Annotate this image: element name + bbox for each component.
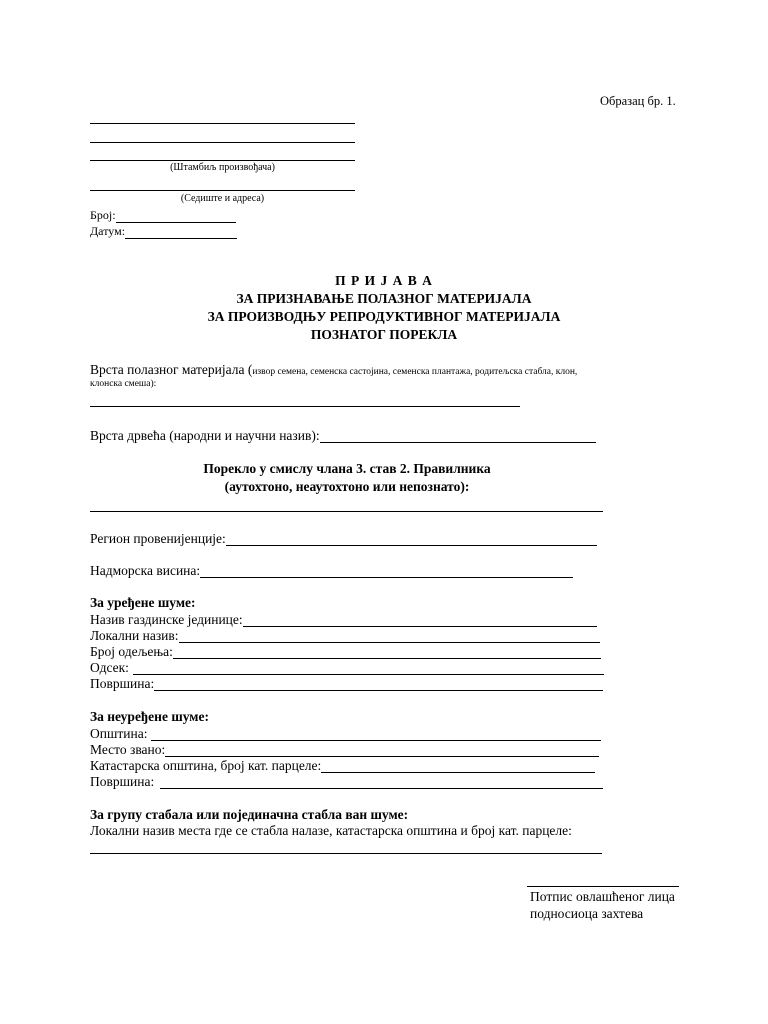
tree-species-field[interactable] — [320, 430, 596, 443]
material-hint-2: клонска смеша): — [90, 379, 157, 389]
origin-line-1: Порекло у смислу члана 3. став 2. Правилника — [203, 461, 491, 476]
material-field[interactable] — [90, 406, 520, 407]
unmanaged-field-label: Општина: — [90, 726, 148, 741]
altitude-label: Надморска висина: — [90, 563, 201, 578]
address-line[interactable] — [90, 190, 355, 191]
unmanaged-cadastre-field[interactable] — [321, 760, 595, 773]
origin-line-2: (аутохтоно, неаутохтоно или непознато): — [224, 479, 470, 494]
unmanaged-area-field[interactable] — [160, 776, 603, 789]
tree-species-label: Врста дрвећа (народни и научни назив): — [90, 428, 320, 443]
managed-unit-field[interactable] — [243, 614, 597, 627]
title-line-1: П Р И Ј А В А — [335, 273, 433, 288]
number-row — [90, 208, 236, 223]
date-label: Датум: — [90, 224, 126, 238]
managed-field-row — [90, 660, 604, 675]
tree-species-row — [90, 428, 596, 443]
address-caption: (Седиште и адреса) — [180, 193, 265, 204]
managed-area-field[interactable] — [154, 678, 603, 691]
number-field[interactable] — [116, 210, 236, 223]
date-row — [90, 224, 237, 239]
signature-line[interactable] — [527, 886, 679, 887]
title-line-3: ЗА ПРОИЗВОДЊУ РЕПРОДУКТИВНОГ МАТЕРИЈАЛА — [207, 309, 561, 324]
date-field[interactable] — [125, 226, 237, 239]
signature-caption-2: подносиоца захтева — [530, 906, 644, 921]
signature-caption-1: Потпис овлашћеног лица — [530, 889, 675, 904]
outside-field[interactable] — [90, 853, 602, 854]
outside-text: Локални назив места где се стабла налазе, катастарска општина и број кат. парцеле: — [90, 823, 572, 838]
stamp-line-1[interactable] — [90, 123, 355, 124]
unmanaged-field-row — [90, 742, 599, 757]
region-field[interactable] — [226, 533, 597, 546]
managed-section-field[interactable] — [133, 662, 604, 675]
stamp-caption: (Штамбиљ произвођача) — [170, 162, 275, 173]
unmanaged-field-label: Катастарска општина, број кат. парцеле: — [90, 758, 322, 773]
managed-field-label: Одсек: — [90, 660, 129, 675]
unmanaged-field-label: Површина: — [90, 774, 155, 789]
material-row — [90, 361, 577, 379]
unmanaged-municipality-field[interactable] — [151, 728, 601, 741]
stamp-line-2[interactable] — [90, 142, 355, 143]
unmanaged-field-row — [90, 726, 601, 741]
altitude-row — [90, 563, 573, 578]
managed-local-name-field[interactable] — [179, 630, 600, 643]
material-label: Врста полазног материјала ( — [90, 362, 253, 377]
outside-heading: За групу стабала или појединачна стабла ван шуме: — [90, 807, 409, 822]
altitude-field[interactable] — [200, 565, 573, 578]
number-label: Број: — [90, 208, 116, 222]
managed-field-row — [90, 628, 600, 643]
managed-field-row — [90, 612, 597, 627]
managed-field-row — [90, 676, 603, 691]
region-row — [90, 531, 597, 546]
unmanaged-field-row — [90, 774, 603, 789]
material-hint-1: извор семена, семенска састојина, семенска плантажа, родитељска стабла, клон, — [252, 367, 578, 377]
unmanaged-field-row — [90, 758, 595, 773]
unmanaged-place-field[interactable] — [165, 744, 599, 757]
managed-field-label: Број одељења: — [90, 644, 173, 659]
managed-field-label: Локални назив: — [90, 628, 179, 643]
title-line-4: ПОЗНАТОГ ПОРЕКЛА — [310, 327, 458, 342]
region-label: Регион провенијенције: — [90, 531, 226, 546]
unmanaged-heading: За неуређене шуме: — [90, 709, 209, 724]
managed-field-row — [90, 644, 601, 659]
form-number: Образац бр. 1. — [600, 94, 676, 108]
stamp-line-3[interactable] — [90, 160, 355, 161]
origin-field[interactable] — [90, 511, 603, 512]
managed-heading: За уређене шуме: — [90, 595, 196, 610]
title-line-2: ЗА ПРИЗНАВАЊЕ ПОЛАЗНОГ МАТЕРИЈАЛА — [236, 291, 532, 306]
unmanaged-field-label: Место звано: — [90, 742, 166, 757]
managed-field-label: Назив газдинске јединице: — [90, 612, 243, 627]
managed-field-label: Површина: — [90, 676, 155, 691]
managed-compartment-field[interactable] — [173, 646, 601, 659]
